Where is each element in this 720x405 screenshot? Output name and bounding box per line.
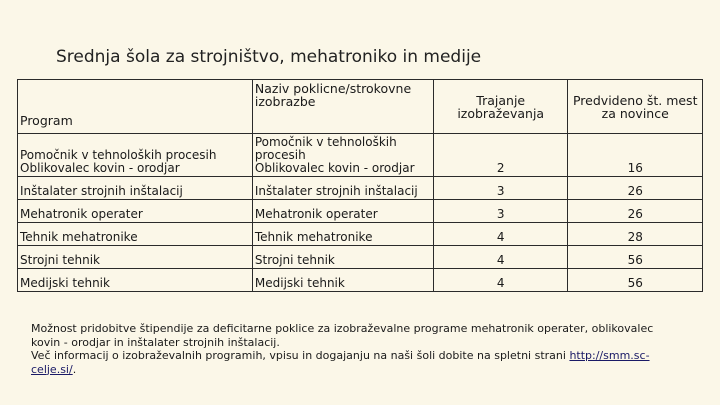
cell-naziv xyxy=(252,177,433,200)
cell-trajanje: 4 xyxy=(433,246,568,269)
header-trajanje: Trajanje izobraževanja xyxy=(433,80,568,134)
cell-mest: 26 xyxy=(568,200,703,223)
page-title: Srednja šola za strojništvo, mehatroniko in medije xyxy=(56,47,482,67)
cell-program-line: Strojni tehnik xyxy=(20,253,101,267)
cell-naziv xyxy=(252,200,433,223)
cell-mest: 28 xyxy=(568,223,703,246)
cell-trajanje: 4 xyxy=(433,269,568,292)
cell-naziv-line: Inštalater strojnih inštalacij xyxy=(254,184,418,198)
cell-program-line: Oblikovalec kovin - orodjar xyxy=(20,161,180,175)
cell-mest: 56 xyxy=(568,269,703,292)
cell-trajanje: 2 xyxy=(433,134,568,177)
cell-mest: 26 xyxy=(568,177,703,200)
cell-trajanje: 3 xyxy=(433,177,568,200)
cell-program xyxy=(18,246,253,269)
header-naziv: Naziv poklicne/strokovne izobrazbe xyxy=(252,80,433,134)
table-body xyxy=(18,134,703,292)
programs-table xyxy=(17,79,703,292)
footer-info-line xyxy=(31,349,681,376)
table-row xyxy=(18,177,703,200)
cell-program-line: Mehatronik operater xyxy=(20,207,143,221)
cell-program xyxy=(18,177,253,200)
cell-program-line: Inštalater strojnih inštalacij xyxy=(20,184,183,198)
header-mest: Predvideno št. mest za novince xyxy=(568,80,703,134)
cell-naziv-line: Tehnik mehatronike xyxy=(254,230,373,244)
cell-naziv-line: Pomočnik v tehnoloških procesih xyxy=(254,135,397,162)
cell-mest: 56 xyxy=(568,246,703,269)
cell-trajanje: 4 xyxy=(433,223,568,246)
cell-program xyxy=(18,134,253,177)
header-program: Program xyxy=(18,80,253,134)
cell-naziv xyxy=(252,223,433,246)
table-header-row xyxy=(18,80,703,134)
cell-trajanje: 3 xyxy=(433,200,568,223)
school-website-link[interactable]: http://smm.sc-celje.si/ xyxy=(31,349,650,376)
cell-naziv-line: Oblikovalec kovin - orodjar xyxy=(254,161,415,175)
cell-program xyxy=(18,223,253,246)
cell-naziv xyxy=(252,134,433,177)
table-row xyxy=(18,246,703,269)
table-row xyxy=(18,269,703,292)
footer-link-suffix: . xyxy=(72,362,77,376)
cell-naziv-line: Medijski tehnik xyxy=(254,276,345,290)
table-row xyxy=(18,134,703,177)
cell-program xyxy=(18,269,253,292)
cell-naziv xyxy=(252,246,433,269)
cell-naziv xyxy=(252,269,433,292)
footer-scholarship-note: Možnost pridobitve štipendije za deficitarne poklice za izobraževalne programe mehatronik operater, oblikovalec kovin - orodjar in inštalater strojnih inštalacij. xyxy=(31,322,654,349)
cell-naziv-line: Mehatronik operater xyxy=(254,207,378,221)
cell-program-line: Tehnik mehatronike xyxy=(20,230,138,244)
cell-mest: 16 xyxy=(568,134,703,177)
cell-program xyxy=(18,200,253,223)
table-row xyxy=(18,200,703,223)
cell-program-line: Pomočnik v tehnoloških procesih xyxy=(20,148,217,162)
cell-program-line: Medijski tehnik xyxy=(20,276,110,290)
cell-naziv-line: Strojni tehnik xyxy=(254,253,335,267)
table-row xyxy=(18,223,703,246)
footer-info-text: Več informacij o izobraževalnih programih, vpisu in dogajanju na naši šoli dobite na spletni strani xyxy=(31,349,566,362)
footer-note xyxy=(31,322,681,376)
